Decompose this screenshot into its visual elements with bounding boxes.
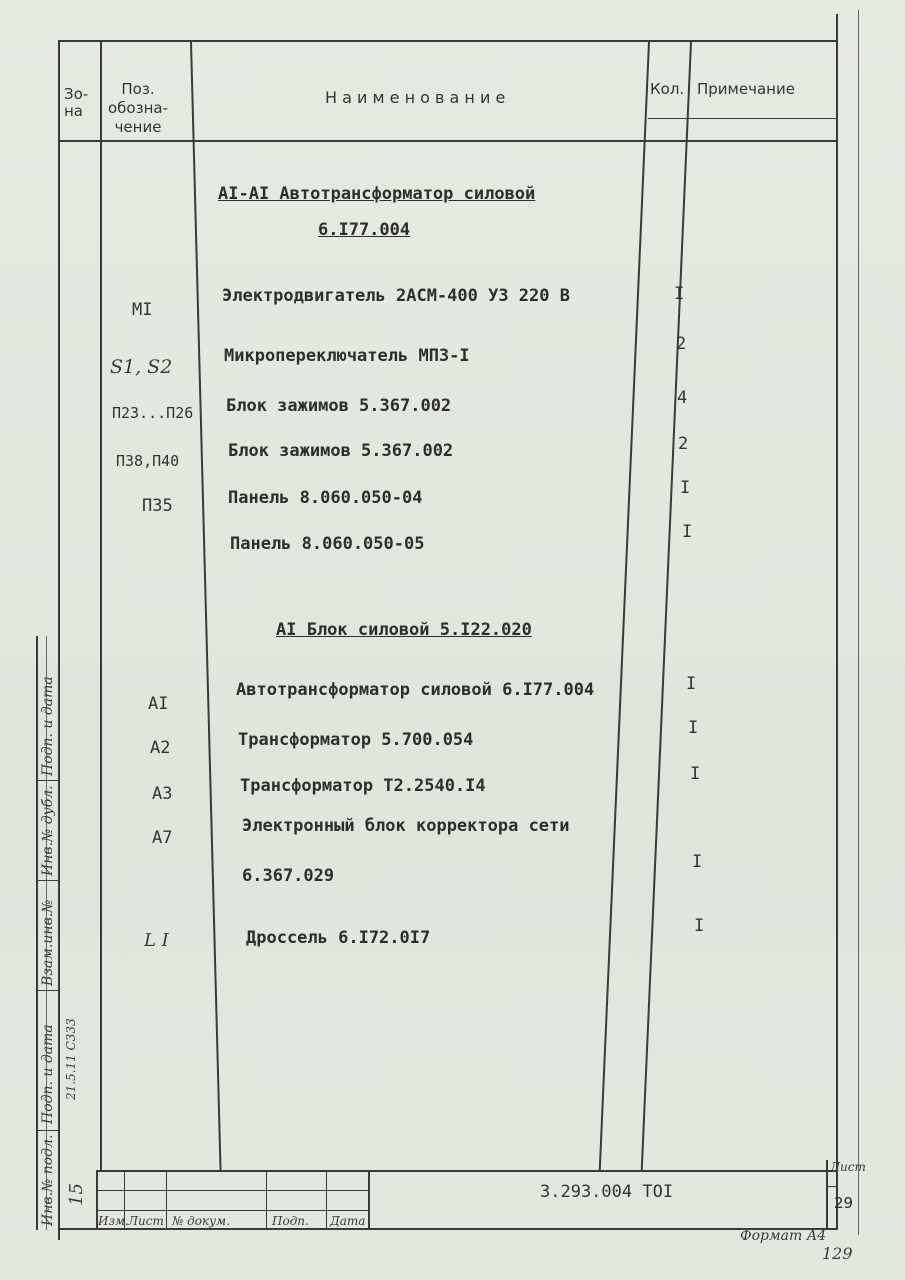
row-a7-code: 6.367.029 [242,866,335,886]
pos-s1-s2: S1, S2 [110,356,173,378]
side-strip-sep-2 [36,880,58,881]
frame-right [836,14,838,1228]
row-p35-name: Панель 8.060.050-04 [228,488,423,508]
side-label-vzam-inv: Взам.инв.№ [40,899,56,986]
row-p23-qty: 4 [677,388,688,408]
frame-top [58,40,838,42]
frame-left [58,40,60,1240]
col-name [599,42,650,1172]
side-signature-note: 21.5.11 С333 [64,1018,78,1100]
row-p23-name: Блок зажимов 5.367.002 [226,396,452,416]
frame-bottom [58,1228,838,1230]
stamp-label-doc: № докум. [172,1214,230,1228]
side-inv-number: 15 [66,1183,87,1206]
row-l1-qty: I [694,916,705,936]
side-strip-left [36,636,38,1230]
side-label-podp-data-1: Подп. и дата [40,1024,56,1124]
row-a2-name: Трансформатор 5.700.054 [238,730,474,750]
stamp-vert-6 [368,1170,370,1230]
stamp-label-list: Лист [128,1214,164,1228]
header-bottom-line [60,140,836,142]
row-s1s2-qty: 2 [676,334,687,354]
row-a7-name: Электронный блок корректора сети [242,816,570,836]
stamp-sheet-label: Лист [830,1160,866,1174]
stamp-vert-5 [326,1170,327,1230]
stamp-vert-3 [166,1170,167,1230]
side-label-inv-podl: Инв.№ подл. [40,1134,56,1226]
side-strip-sep-3 [36,990,58,991]
stamp-mid-line-2 [96,1210,368,1211]
col-pos [190,42,222,1172]
header-position: Поз. обозна- чение [108,80,168,136]
col-zone [100,42,102,1172]
side-label-inv-dubl: Инв.№ дубл. [40,785,56,876]
row-panel05-name: Панель 8.060.050-05 [230,534,425,554]
header-note: Примечание [697,80,795,98]
col-qty [641,42,692,1172]
row-m1-name: Электродвигатель 2АСМ-400 УЗ 220 В [222,286,570,306]
pos-a1: AI [148,694,169,714]
side-strip-sep-4 [36,1130,58,1131]
section2-title: AI Блок силовой 5.I22.020 [276,620,532,640]
row-s1s2-name: Микропереключатель МПЗ-I [224,346,470,366]
row-a3-name: Трансформатор Т2.2540.I4 [240,776,486,796]
row-a1-qty: I [686,674,697,694]
side-label-podp-data-2: Подп. и дата [40,676,56,776]
row-a1-name: Автотрансформатор силовой 6.I77.004 [236,680,595,700]
header-zone: Зо- на [64,85,89,120]
stamp-label-sign: Подп. [272,1214,309,1228]
row-m1-qty: I [674,284,685,304]
header-qty: Кол. [650,80,685,98]
section1-title: AI-AI Автотрансформатор силовой [218,184,536,204]
side-strip-sep-1 [36,780,58,781]
stamp-sheet-line [826,1186,838,1187]
stamp-doc-number: 3.293.004 ТОI [540,1182,674,1202]
pos-p38-p40: П38,П40 [116,452,180,470]
stamp-top-line [96,1170,836,1172]
format-label: Формат А4 [740,1228,827,1244]
header-name: Н а и м е н о в а н и е [325,88,506,107]
stamp-mid-line-1 [96,1190,368,1191]
row-a7-qty: I [692,852,703,872]
stamp-label-date: Дата [330,1214,366,1228]
pos-m1: MI [132,300,153,320]
row-panel05-qty: I [682,522,693,542]
pos-p23-p26: П23...П26 [112,404,194,422]
pos-l1: L I [144,930,169,951]
stamp-label-izm: Изм. [98,1214,129,1228]
row-p38-name: Блок зажимов 5.367.002 [228,441,454,461]
frame-outer-right [858,10,859,1235]
header-sub-line [648,118,836,119]
stamp-vert-7 [826,1160,828,1230]
pos-p35: П35 [142,496,173,516]
row-a2-qty: I [688,718,699,738]
row-a3-qty: I [690,764,701,784]
row-l1-name: Дроссель 6.I72.0I7 [246,928,431,948]
pos-a7: A7 [152,828,173,848]
row-p38-qty: 2 [678,434,689,454]
row-p35-qty: I [680,478,691,498]
pos-a2: A2 [150,738,171,758]
section1-code: 6.I77.004 [318,220,411,240]
pos-a3: A3 [152,784,173,804]
handwritten-page-number: 129 [822,1244,853,1263]
stamp-sheet-number: 29 [834,1194,854,1212]
stamp-vert-4 [266,1170,267,1230]
